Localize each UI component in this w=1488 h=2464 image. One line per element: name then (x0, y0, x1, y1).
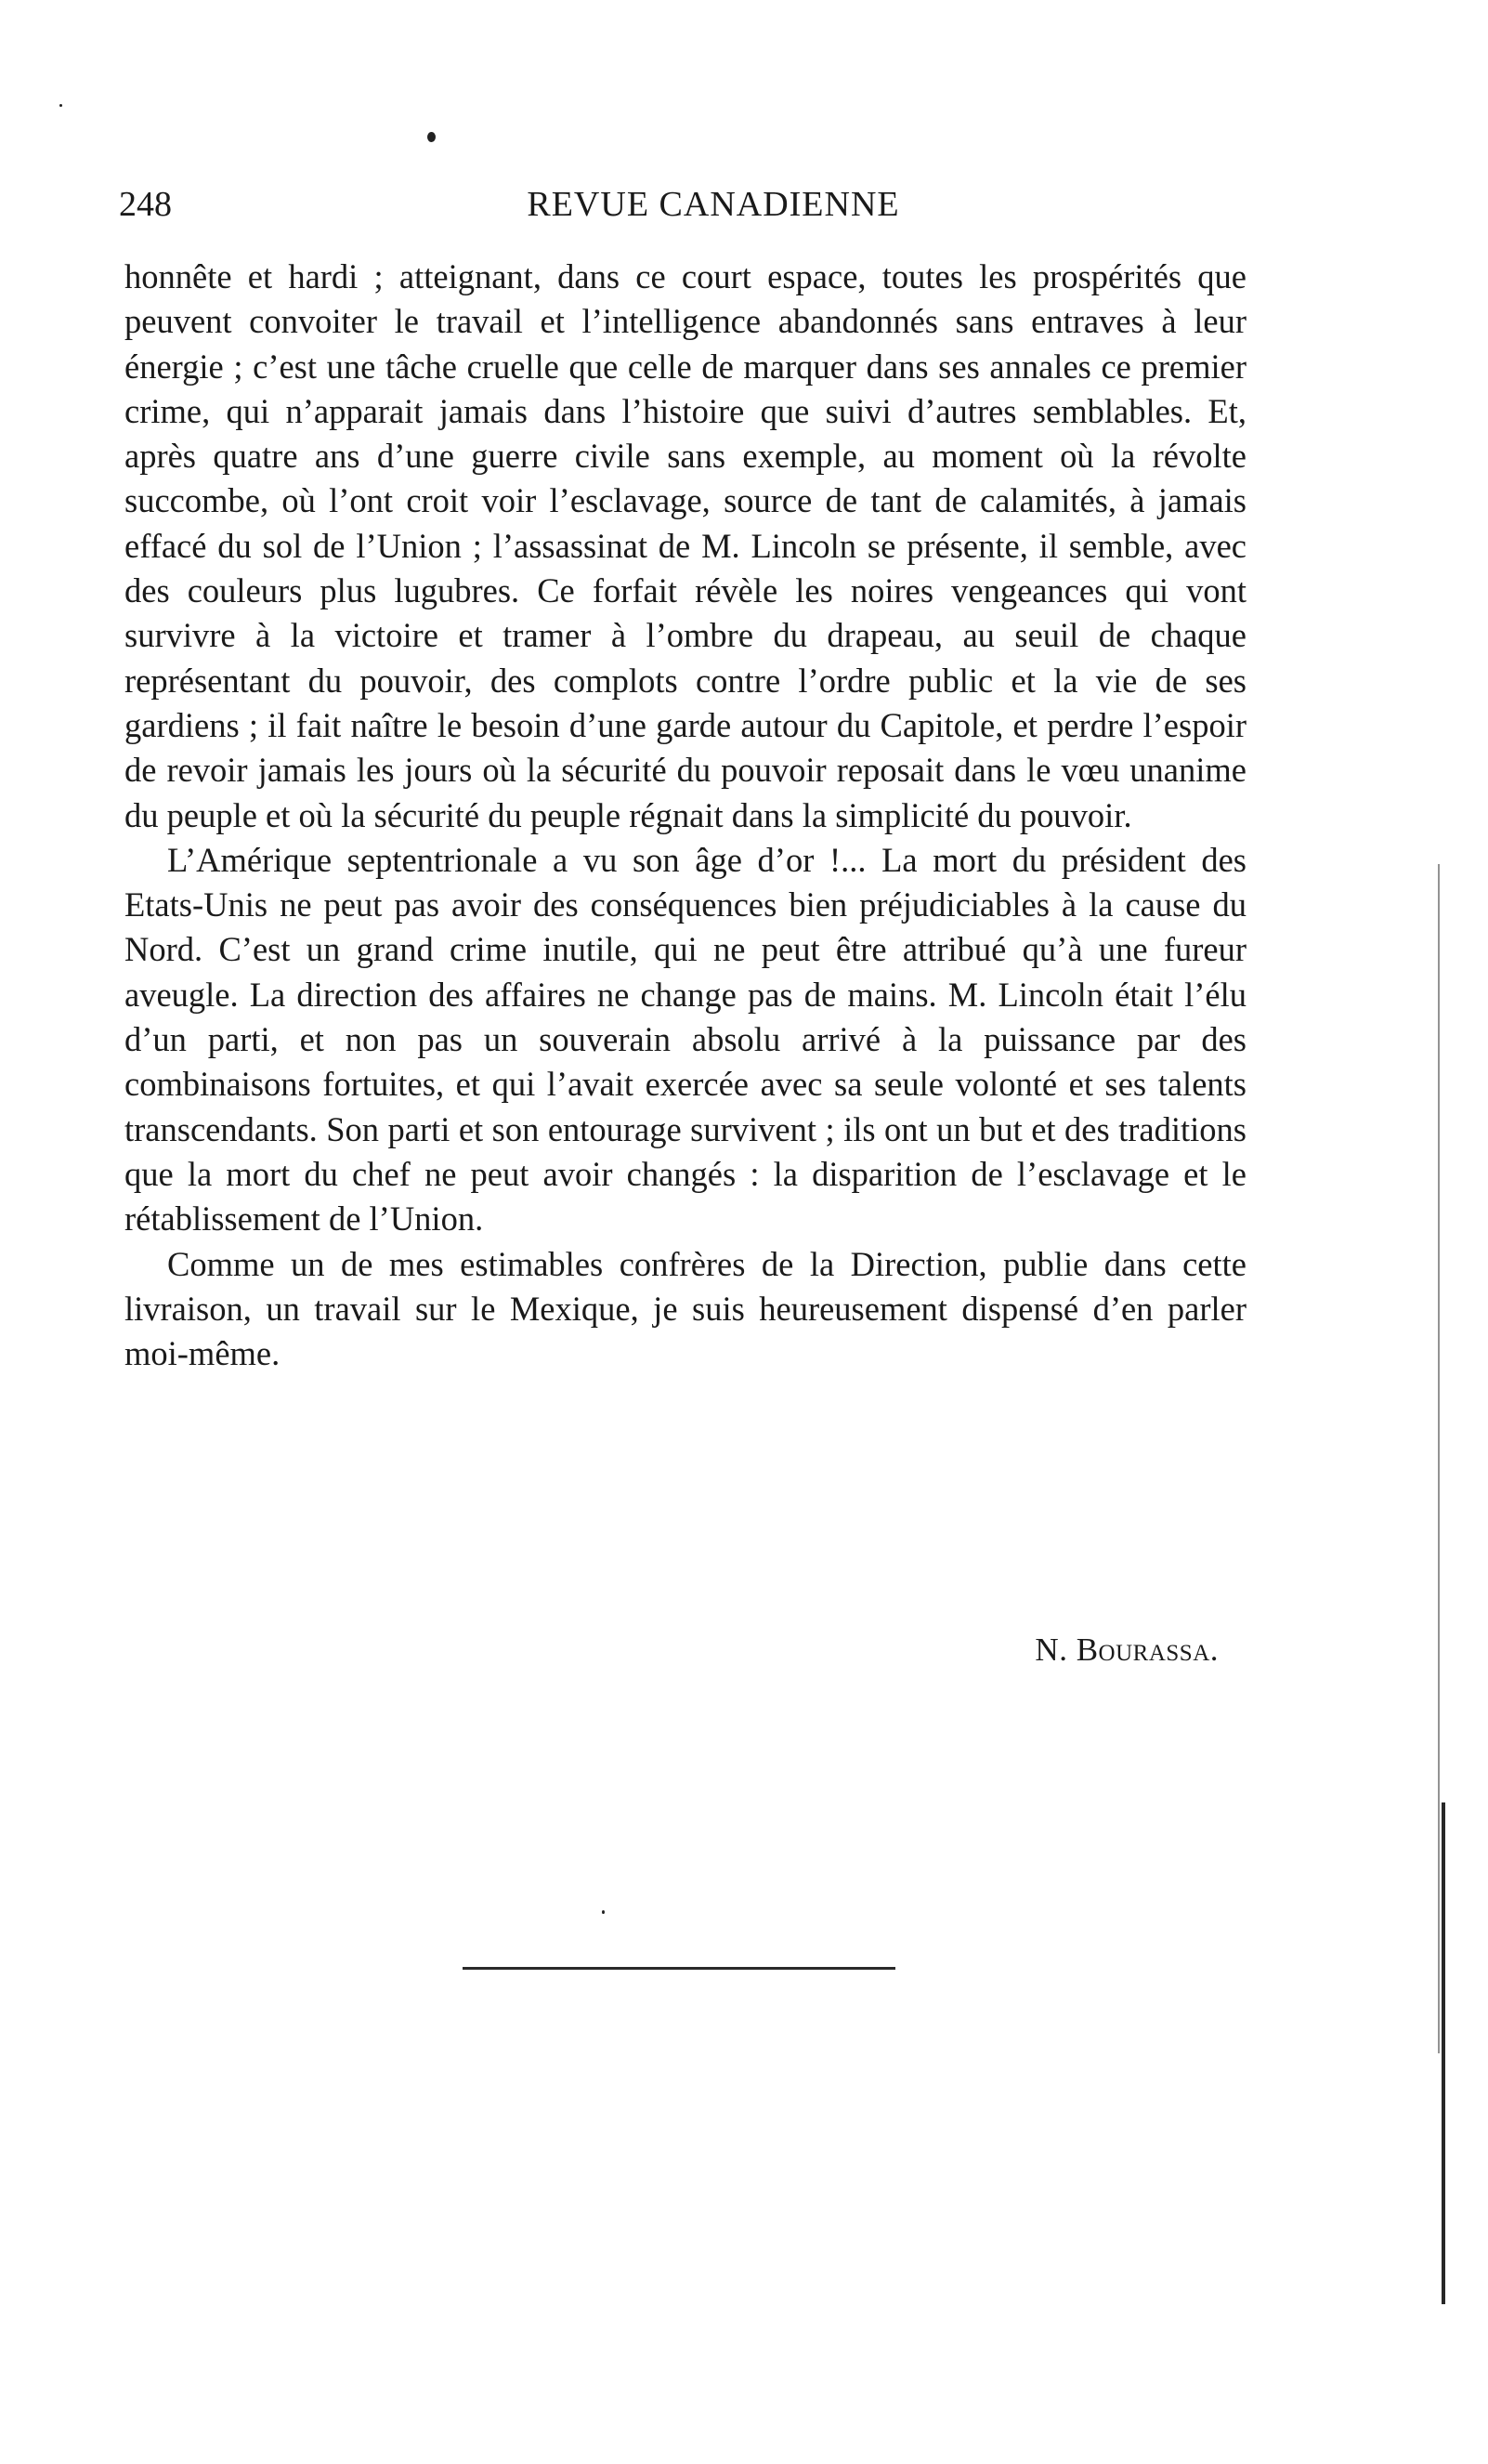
author-signature (1035, 1628, 1219, 1672)
article-body (124, 255, 1247, 1376)
signature-initial: N. (1035, 1632, 1068, 1668)
page-edge-line (1442, 1802, 1445, 2304)
ink-speck (59, 104, 62, 107)
running-head (119, 182, 1243, 227)
paragraph: Comme un de mes estimables confrères de la Direction, publie dans cette livraison, un travail sur le Mexique, je suis heureusement dispensé d’en parler moi-même. (124, 1244, 1247, 1373)
journal-title: REVUE CANADIENNE (527, 185, 900, 224)
paragraph: honnête et hardi ; atteignant, dans ce court espace, toutes les prospérités que peuvent convoiter le travail et l’intelligence abandonnés sans entraves à leur énergie ; c’est une tâche cruelle que celle de marquer dans ses annales ce premier crime, qui n’apparait jamais dans l’histoire que suivi d’autres semblables. Et, après quatre ans d’une guerre civile sans exemple, au moment où la révolte succombe, où l’ont croit voir l’esclavage, source de tant de calamités, à jamais effacé du sol de l’Union ; l’assassinat de M. Lincoln se présente, il semble, avec des couleurs plus lugubres. Ce forfait révèle les noires vengeances qui vont survivre à la victoire et tramer à l’ombre du drapeau, au seuil de chaque représentant du pouvoir, des complots contre l’ordre public et la vie de ses gardiens ; il fait naître le besoin d’une garde autour du Capitole, et perdre l’espoir de revoir jamais les jours où la sécurité du pouvoir reposait dans le vœu unanime du peuple et où la sécurité du peuple régnait dans la simplicité du pouvoir. (124, 257, 1247, 834)
page-number: 248 (119, 185, 172, 224)
paragraph: L’Amérique septentrionale a vu son âge d’or !... La mort du président des Etats-Unis ne peut pas avoir des conséquences bien préjudiciables à la cause du Nord. C’est un grand crime inutile, qui ne peut être attribué qu’à une fureur aveugle. La direction des affaires ne change pas de mains. M. Lincoln était l’élu d’un parti, et non pas un souverain absolu arrivé à la puissance par des combinaisons fortuites, et qui l’avait exercée avec sa seule volonté et ses talents transcendants. Son parti et son entourage survivent ; ils ont un but et des traditions que la mort du chef ne peut avoir changés : la disparition de l’esclavage et le rétablissement de l’Union. (124, 840, 1247, 1239)
end-of-article-rule (463, 1967, 895, 1970)
page-edge-line (1438, 864, 1440, 2053)
signature-surname: Bourassa. (1076, 1632, 1219, 1668)
ink-speck (602, 1910, 605, 1914)
ink-speck (427, 132, 436, 142)
